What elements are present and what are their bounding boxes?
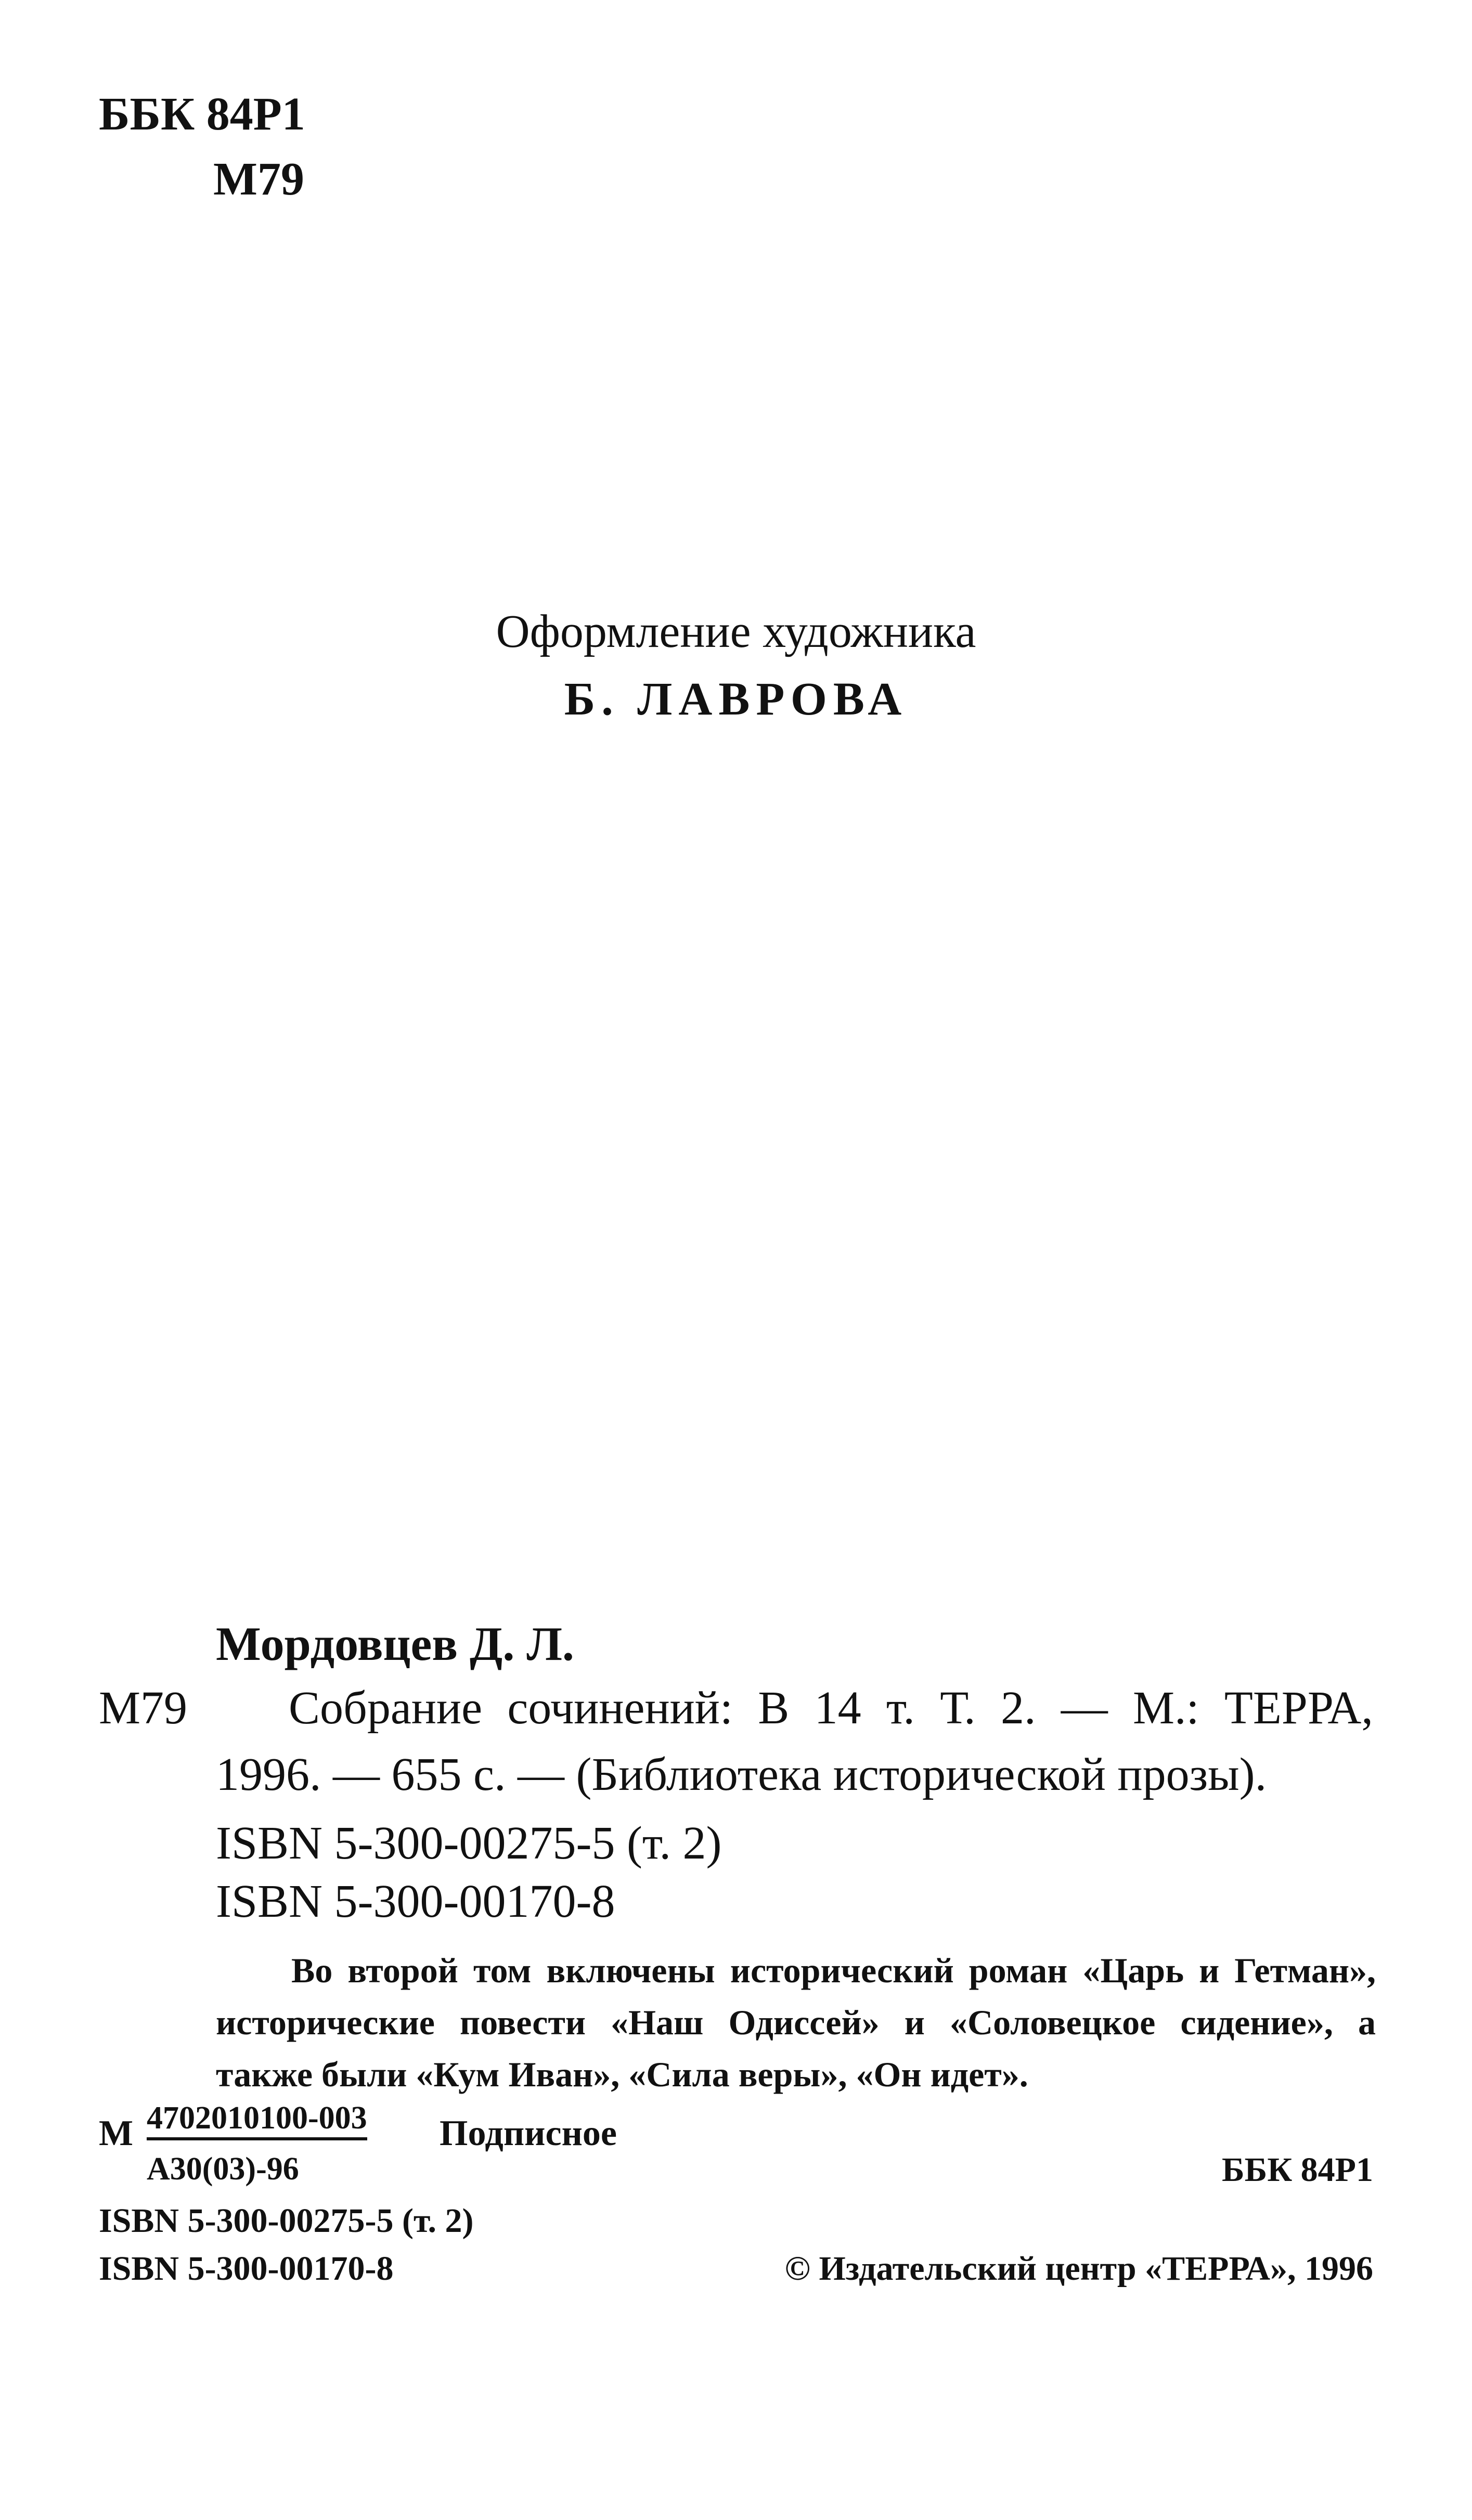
word: второй (347, 1951, 458, 1990)
publication-index-denominator: А30(03)-96 (147, 2151, 299, 2187)
author-code-top: М79 (213, 153, 304, 205)
publication-index-letter: М (99, 2113, 134, 2153)
bbk-index-top: ББК 84Р1 (99, 88, 305, 140)
word: 14 (814, 1682, 861, 1734)
word: исторические (216, 2003, 435, 2042)
word: Гетман», (1234, 1951, 1376, 1990)
word: и (904, 2003, 925, 2042)
annotation-line-2 (216, 2005, 1376, 2040)
word: а (1358, 2003, 1376, 2042)
word: «Соловецкое (950, 2003, 1156, 2042)
copyright-notice: © Издательский центр «ТЕРРА», 1996 (784, 2250, 1373, 2288)
word: ТЕРРА, (1224, 1682, 1373, 1734)
word: Т. (940, 1682, 976, 1734)
word: роман (969, 1951, 1068, 1990)
word: — (1061, 1682, 1108, 1734)
word: том (473, 1951, 532, 1990)
word: повести (460, 2003, 586, 2042)
design-credit-label: Оформление художника (496, 606, 976, 657)
word: «Наш (611, 2003, 704, 2042)
word: сочинений: (507, 1682, 733, 1734)
word: исторический (730, 1951, 954, 1990)
word: Собрание (289, 1682, 483, 1734)
catalog-title-line-2: 1996. — 655 с. — (Библиотека исторической прозы). (216, 1749, 1267, 1800)
word: М.: (1133, 1682, 1199, 1734)
catalog-author-code: М79 (99, 1682, 188, 1734)
isbn-volume-bottom: ISBN 5-300-00275-5 (т. 2) (99, 2202, 474, 2240)
word: Во (291, 1951, 333, 1990)
bbk-index-bottom: ББК 84Р1 (1222, 2151, 1373, 2189)
isbn-set-bottom: ISBN 5-300-00170-8 (99, 2250, 394, 2288)
annotation-line-1 (291, 1953, 1376, 1988)
word: т. (886, 1682, 915, 1734)
word: сидение», (1180, 2003, 1333, 2042)
catalog-isbn-set: ISBN 5-300-00170-8 (216, 1876, 615, 1927)
word: В (758, 1682, 790, 1734)
artist-name: Б. ЛАВРОВА (564, 673, 908, 725)
catalog-title-line-1 (289, 1682, 1373, 1734)
publication-index-numerator: 4702010100-003 (147, 2102, 367, 2140)
word: «Царь (1082, 1951, 1184, 1990)
word: Одиссей» (728, 2003, 880, 2042)
annotation-line-3: также были «Кум Иван», «Сила веры», «Он идет». (216, 2055, 1028, 2094)
word: включены (546, 1951, 715, 1990)
subscription-label: Подписное (440, 2113, 617, 2153)
word: 2. (1000, 1682, 1036, 1734)
catalog-author: Мордовцев Д. Л. (216, 1617, 574, 1670)
catalog-isbn-volume: ISBN 5-300-00275-5 (т. 2) (216, 1817, 722, 1869)
word: и (1199, 1951, 1220, 1990)
